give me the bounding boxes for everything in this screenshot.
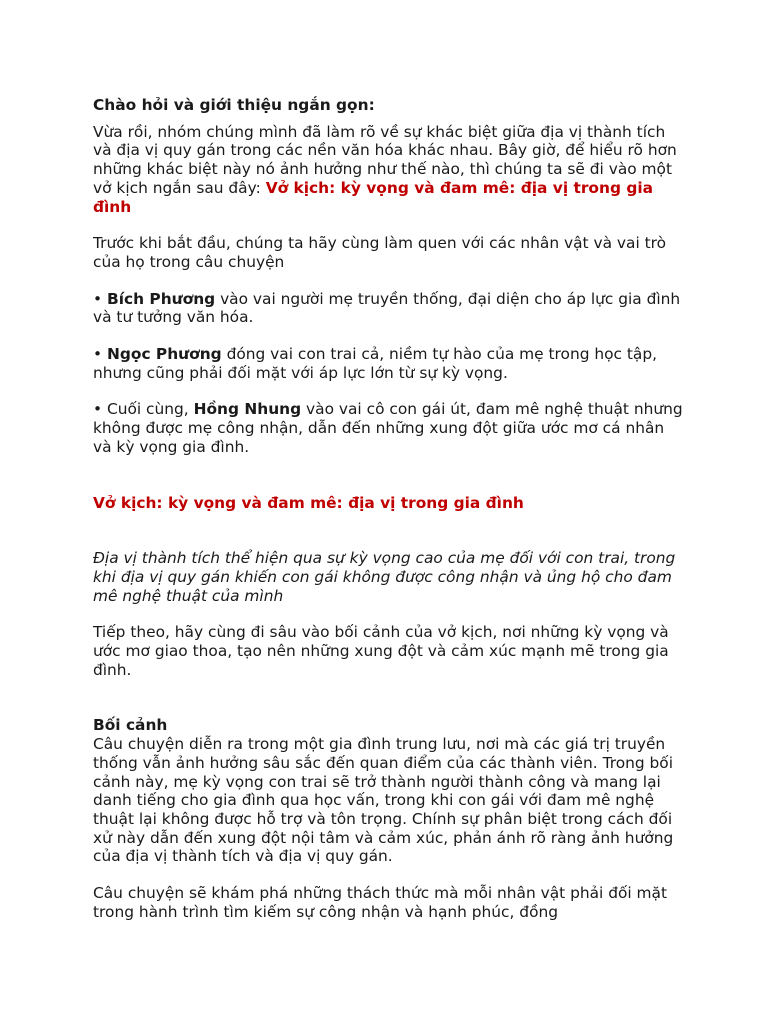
character-name: Bích Phương [106, 289, 216, 308]
play-heading: Vở kịch: kỳ vọng và đam mê: địa vị trong gia đình [93, 493, 524, 512]
document-page [93, 96, 683, 922]
character-name: Ngọc Phương [106, 345, 222, 364]
setting-paragraph: Câu chuyện diễn ra trong một gia đình trung lưu, nơi mà các giá trị truyền thống vẫn ảnh hưởng sâu sắc đến quan điểm của các thành viên. Trong bối cảnh này, mẹ kỳ vọng con trai sẽ trở thành người thành công và mang lại danh tiếng cho gia đình qua học vấn, trong khi con gái với đam mê nghệ thuật lại không được hỗ trợ và tôn trọng. Chính sự phân biệt trong cách đối xử này dẫn đến xung đột nội tâm và cảm xúc, phản ánh rõ ràng ảnh hưởng của địa vị thành tích và địa vị quy gán. [93, 735, 674, 866]
character-item [93, 290, 683, 327]
intro-play-title: Vở kịch: kỳ vọng và đam mê: địa vị trong gia đình [93, 178, 653, 216]
intro-paragraph [93, 123, 683, 217]
character-desc: đóng vai con trai cả, niềm tự hào của mẹ trong học tập, nhưng cũng phải đối mặt với áp lực lớn từ sự kỳ vọng. [93, 345, 658, 382]
setting-section [93, 716, 683, 866]
intro-text: Vừa rồi, nhóm chúng mình đã làm rõ về sự khác biệt giữa địa vị thành tích và địa vị quy gán trong các nền văn hóa khác nhau. Bây giờ, để hiểu rõ hơn những khác biệt này nó ảnh hưởng như thế nào, thì chúng ta sẽ đi vào một vở kịch ngắn sau đây: [93, 122, 677, 197]
character-desc: vào vai cô con gái út, đam mê nghệ thuật nhưng không được mẹ công nhận, dẫn đến những xung đột giữa ước mơ cá nhân và kỳ vọng gia đình. [93, 400, 683, 456]
character-prefix: • [93, 289, 107, 308]
character-name: Hồng Nhung [193, 400, 302, 419]
transition-paragraph: Tiếp theo, hãy cùng đi sâu vào bối cảnh của vở kịch, nơi những kỳ vọng và ước mơ giao thoa, tạo nên những xung đột và cảm xúc mạnh mẽ trong gia đình. [93, 623, 669, 679]
character-prefix: • Cuối cùng, [93, 400, 194, 419]
character-item [93, 345, 683, 382]
character-desc: vào vai người mẹ truyền thống, đại diện cho áp lực gia đình và tư tưởng văn hóa. [93, 289, 681, 327]
summary-paragraph: Địa vị thành tích thể hiện qua sự kỳ vọng cao của mẹ đối với con trai, trong khi địa vị quy gán khiến con gái không được công nhận và ủng hộ cho đam mê nghệ thuật của mình [93, 549, 676, 605]
character-prefix: • [93, 345, 107, 364]
characters-intro: Trước khi bắt đầu, chúng ta hãy cùng làm quen với các nhân vật và vai trò của họ trong câu chuyện [93, 234, 667, 271]
setting-heading: Bối cảnh [93, 716, 168, 735]
closing-paragraph: Câu chuyện sẽ khám phá những thách thức mà mỗi nhân vật phải đối mặt trong hành trình tìm kiếm sự công nhận và hạnh phúc, đồng [93, 884, 668, 921]
character-item [93, 400, 683, 456]
greeting-heading: Chào hỏi và giới thiệu ngắn gọn: [93, 96, 375, 114]
